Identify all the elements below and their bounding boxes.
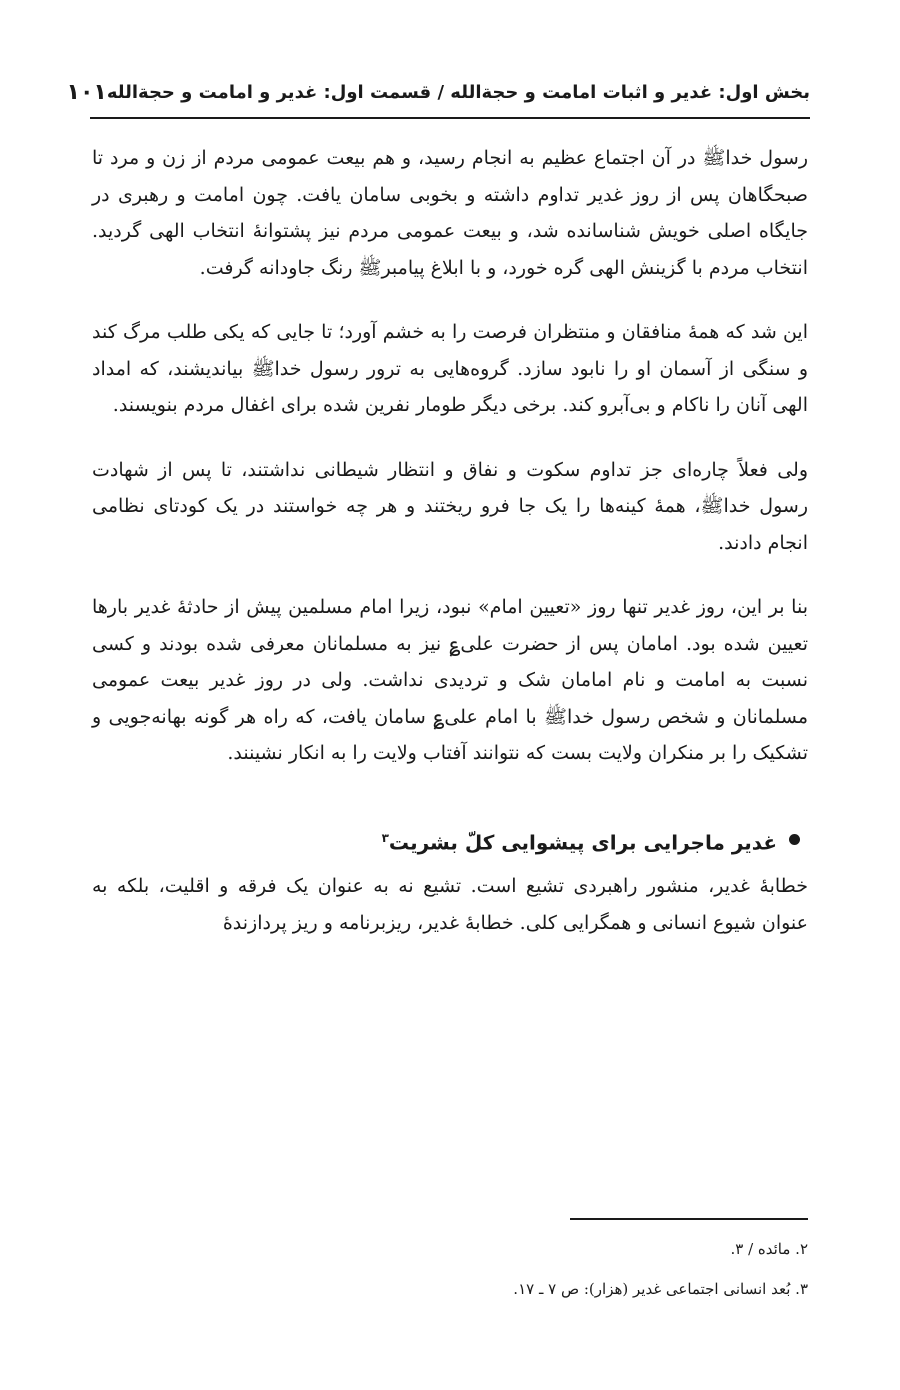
running-header-title: بخش اول: غدیر و اثبات امامت و حجةالله / قسمت اول: غدیر و امامت و حجةالله [106,81,810,103]
bullet-icon [789,834,800,845]
page-number: ۱۰۱ [66,79,107,105]
header-rule [90,117,810,119]
paragraph-4: بنا بر این، روز غدیر تنها روز «تعیین امام» نبود، زیرا امام مسلمین پیش از حادثهٔ غدیر بارها تعیین شده بود. امامان پس از حضرت علی‌؏ نیز به مسلمانان معرفی شده بودند و کسی نسبت به امامت و نام امامان شک و تردیدی نداشت. ولی در روز غدیر بیعت عمومی مسلمانان و شخص رسول خداﷺ با امام علی‌؏ سامان یافت، که راه هر گونه بهانه‌جویی و تشکیک را بر منکران ولایت بست که نتوانند آفتاب ولایت را به انکار نشینند. [92,596,808,764]
section-heading [92,818,808,863]
paragraph-2: این شد که همهٔ منافقان و منتظران فرصت را به خشم آورد؛ تا جایی که یکی طلب مرگ کند و سنگی از آسمان او را نابود سازد. گروه‌هایی به ترور رسول خداﷺ بیاندیشند، که امداد الهی آنان را ناکام و بی‌آبرو کند. برخی دیگر طومار نفرین شده برای اغفال مردم بنویسند. [92,321,808,416]
footnotes [470,1236,808,1316]
paragraph-3: ولی فعلاً چاره‌ای جز تداوم سکوت و نفاق و انتظار شیطانی نداشتند، تا پس از شهادت رسول خداﷺ، همهٔ کینه‌ها را یک جا فرو ریختند و هر چه خواستند در یک کودتای نظامی انجام دادند. [92,458,808,554]
footnote-2: ۲. مائده / ۳. [730,1240,808,1258]
paragraph-1: رسول خداﷺ در آن اجتماع عظیم به انجام رسید، و هم بیعت عمومی مردم از زن و مرد تا صبحگاهان پس از روز غدیر تداوم داشته و بخوبی سامان یافت. چون امامت و رهبری در جایگاه اصلی خویش شناسانده شد، و بیعت عمومی مردم نیز پشتوانهٔ انتخاب الهی گردید. انتخاب مردم با گزینش الهی گره خورد، و با ابلاغ پیامبرﷺ رنگ جاودانه گرفت. [92,147,808,279]
section-paragraph: خطابهٔ غدیر، منشور راهبردی تشیع است. تشیع نه به عنوان یک فرقه و اقلیت، بلکه به عنوان شیوع انسانی و همگرایی کلی. خطابهٔ غدیر، ریزبرنامه و ریز پردازندهٔ [92,875,808,934]
footnote-rule [570,1218,808,1220]
running-header [66,70,810,114]
section-heading-text: غدیر ماجرایی برای پیشوایی کلّ بشریت [388,830,777,855]
page-body [92,140,808,969]
footnote-reference[interactable]: ۳ [381,830,389,845]
footnote-3: ۳. بُعد انسانی اجتماعی غدیر (هزار): ص ۷ ـ ۱۷. [513,1280,808,1298]
